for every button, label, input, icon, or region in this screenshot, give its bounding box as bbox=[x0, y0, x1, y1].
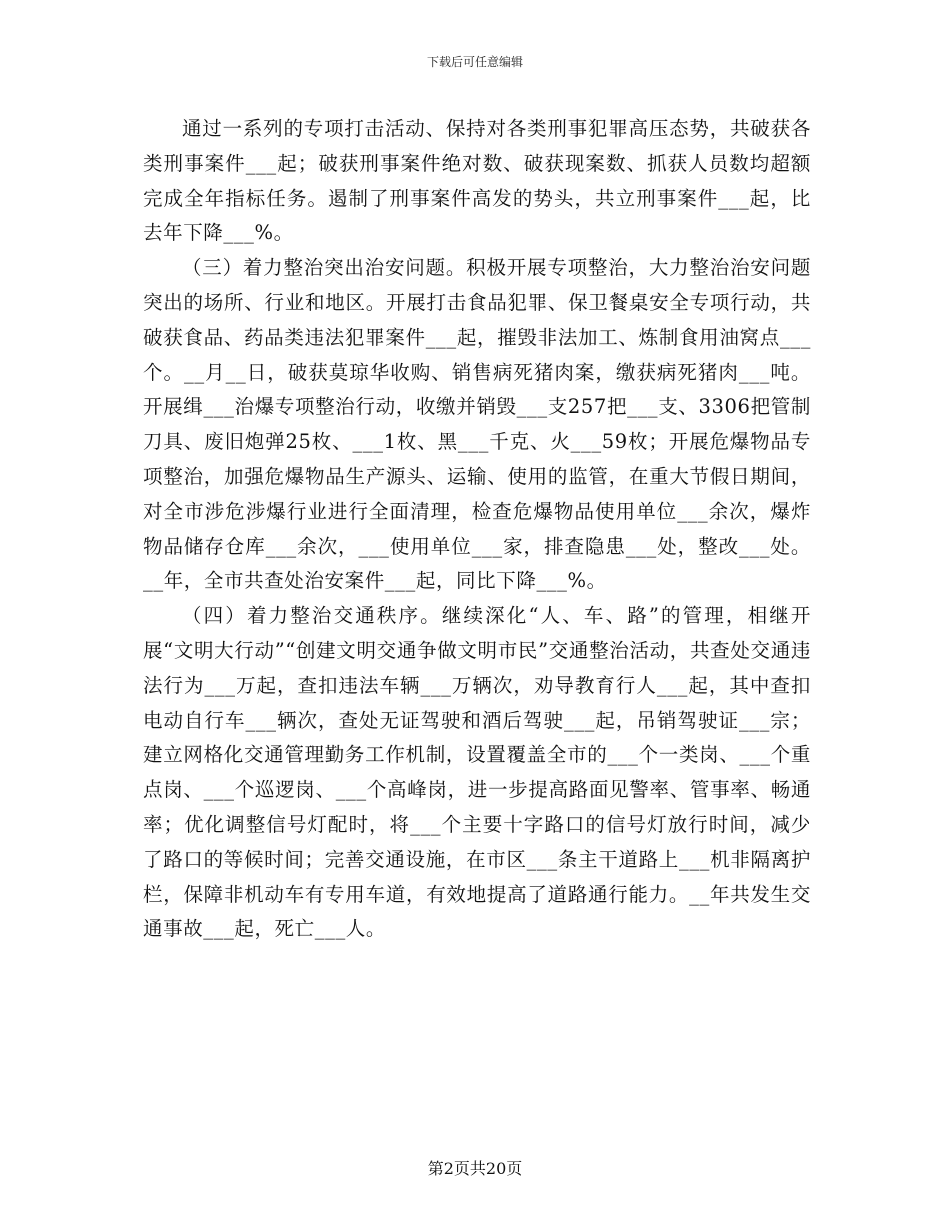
document-body bbox=[143, 112, 811, 947]
page-header-note: 下载后可任意编辑 bbox=[426, 55, 523, 69]
paragraph-traffic-order: （四）着力整治交通秩序。继续深化“人、车、路”的管理，相继开展“文明大行动”“创建文明交通争做文明市民”交通整治活动，共查处交通违法行为___万起，查扣违法车辆___万辆次，劝导教育行人___起，其中查扣电动自行车___辆次，查处无证驾驶和酒后驾驶___起，吊销驾驶证___宗；建立网格化交通管理勤务工作机制，设置覆盖全市的___个一类岗、___个重点岗、___个巡逻岗、___个高峰岗，进一步提高路面见警率、管事率、畅通率；优化调整信号灯配时，将___个主要十字路口的信号灯放行时间，减少了路口的等候时间；完善交通设施，在市区___条主干道路上___机非隔离护栏，保障非机动车有专用车道，有效地提高了道路通行能力。__年共发生交通事故___起，死亡___人。 bbox=[143, 604, 811, 941]
paragraph-criminal-cases: 通过一系列的专项打击活动、保持对各类刑事犯罪高压态势，共破获各类刑事案件___起；破获刑事案件绝对数、破获现案数、抓获人员数均超额完成全年指标任务。遏制了刑事案件高发的势头，共立刑事案件___起，比去年下降___%。 bbox=[143, 117, 811, 245]
paragraph-public-security: （三）着力整治突出治安问题。积极开展专项整治，大力整治治安问题突出的场所、行业和地区。开展打击食品犯罪、保卫餐桌安全专项行动，共破获食品、药品类违法犯罪案件___起，摧毁非法加工、炼制食用油窝点___个。__月__日，破获莫琼华收购、销售病死猪肉案，缴获病死猪肉___吨。开展缉___治爆专项整治行动，收缴并销毁___支257把___支、3306把管制刀具、废旧炮弹25枚、___1枚、黑___千克、火___59枚；开展危爆物品专项整治，加强危爆物品生产源头、运输、使用的监管，在重大节假日期间，对全市涉危涉爆行业进行全面清理，检查危爆物品使用单位___余次，爆炸物品储存仓库___余次，___使用单位___家，排查隐患___处，整改___处。__年，全市共查处治安案件___起，同比下降___%。 bbox=[143, 256, 811, 593]
page-number: 第2页共20页 bbox=[427, 1159, 523, 1178]
